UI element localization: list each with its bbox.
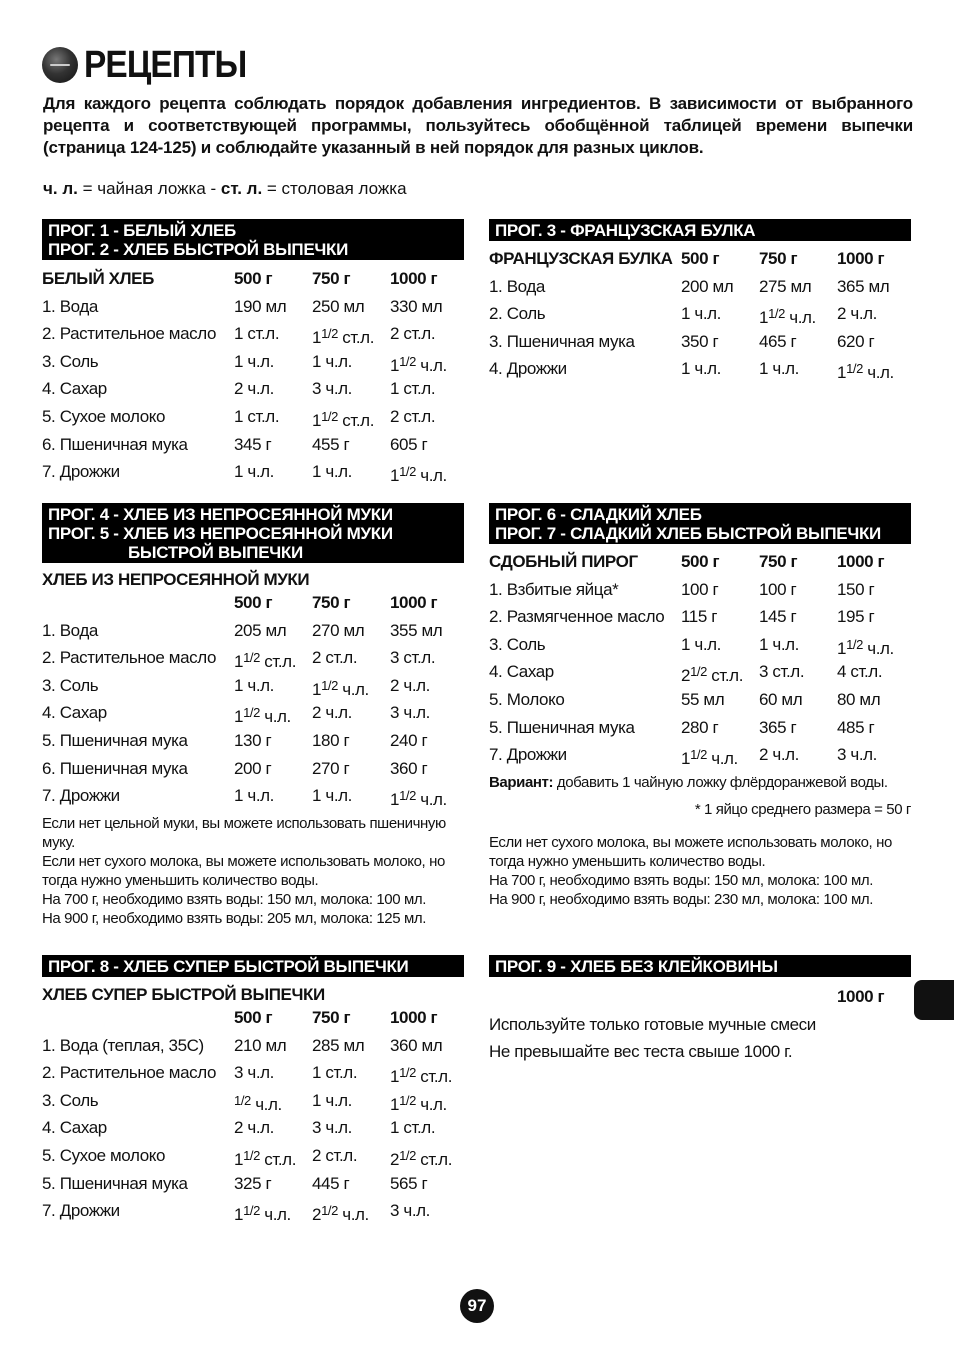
ingredient-amount: 1 ч.л. (234, 462, 275, 482)
ingredient-amount: 3 ч.л. (390, 703, 431, 723)
section-header-line: ПРОГ. 6 - СЛАДКИЙ ХЛЕБ (495, 505, 702, 524)
ingredient-amount: 1 ч.л. (234, 675, 275, 695)
ingredient-name: 7. Дрожжи (42, 1201, 120, 1221)
tsp-text: = чайная ложка - (77, 179, 221, 198)
section-header (489, 955, 911, 977)
ingredient-name: 5. Молоко (489, 689, 565, 709)
table-row (42, 458, 464, 486)
section-header-line: ПРОГ. 8 - ХЛЕБ СУПЕР БЫСТРОЙ ВЫПЕЧКИ (48, 957, 409, 976)
ingredient-amount: 285 мл (312, 1035, 365, 1055)
tsp-abbr: ч. л. (43, 179, 78, 198)
ingredient-amount: $1^{1/2}$ ст.л. (312, 326, 375, 348)
section-header-line: ПРОГ. 4 - ХЛЕБ ИЗ НЕПРОСЕЯННОЙ МУКИ (48, 505, 393, 524)
ingredient-amount: 100 г (759, 579, 797, 599)
ingredient-amount: 200 г (234, 758, 272, 778)
ingredient-name: 4. Сахар (42, 1118, 107, 1138)
ingredient-amount: 280 г (681, 717, 719, 737)
ingredient-amount: $^{1/2}$ ч.л. (234, 1092, 282, 1114)
intro-text: Для каждого рецепта соблюдать порядок добавления ингредиентов. В зависимости от выбранного рецепта и соответствующей программы, пользуйтесь обобщённой таблицей времени выпечки (страница 124-125) и соблюдайте указанный в ней порядок для разных циклов. (43, 94, 913, 157)
recipe-table (489, 548, 911, 769)
ingredient-amount: 365 г (759, 717, 797, 737)
ingredient-name: 2. Растительное масло (42, 648, 217, 668)
section-prog-8 (42, 955, 464, 1225)
ingredient-amount: 2 ч.л. (837, 304, 878, 324)
ingredient-amount: 240 г (390, 730, 428, 750)
ingredient-amount: 1 ч.л. (234, 786, 275, 806)
section-prog-3 (489, 219, 911, 383)
chapter-tab (914, 980, 954, 1020)
ingredient-amount: 485 г (837, 717, 875, 737)
table-row (42, 1032, 464, 1060)
ingredient-amount: 275 мл (759, 276, 812, 296)
note: На 900 г, необходимо взять воды: 205 мл, молока: 125 мл. (42, 909, 426, 927)
ingredient-amount: 1 ст.л. (390, 379, 436, 399)
table-row (42, 293, 464, 321)
ingredient-amount: 330 мл (390, 296, 443, 316)
col-header: 500 г (234, 269, 273, 288)
col-header: 1000 г (837, 249, 885, 268)
table-row (42, 699, 464, 727)
section-header-line: ПРОГ. 1 - БЕЛЫЙ ХЛЕБ (48, 221, 236, 240)
note: На 700 г, необходимо взять воды: 150 мл, молока: 100 мл. (489, 871, 873, 889)
variant-text: добавить 1 чайную ложку флёрдоранжевой воды. (553, 773, 888, 791)
fraction: 1/2 (243, 705, 260, 721)
ingredient-amount: 3 ч.л. (312, 1118, 353, 1138)
ingredient-amount: 145 г (759, 607, 797, 627)
variant-note (489, 773, 911, 792)
ingredient-name: 7. Дрожжи (42, 786, 120, 806)
ingredient-amount: 2 ч.л. (312, 703, 353, 723)
ingredient-amount: 250 мл (312, 296, 365, 316)
ingredient-amount: 360 мл (390, 1035, 443, 1055)
table-subtitle: ХЛЕБ СУПЕР БЫСТРОЙ ВЫПЕЧКИ (42, 985, 325, 1004)
section-header-line: ПРОГ. 3 - ФРАНЦУЗСКАЯ БУЛКА (495, 221, 756, 240)
ingredient-amount: 1 ст.л. (390, 1118, 436, 1138)
ingredient-amount: 1 ч.л. (681, 634, 722, 654)
fraction: 1/2 (399, 1147, 416, 1163)
fraction: 1/2 (846, 636, 863, 652)
ingredient-amount: 190 мл (234, 296, 287, 316)
ingredient-amount: $1^{1/2}$ ч.л. (312, 677, 369, 699)
ingredient-amount: 365 мл (837, 276, 890, 296)
ingredient-name: 7. Дрожжи (489, 745, 567, 765)
table-row (489, 631, 911, 659)
ingredient-amount: 1 ч.л. (759, 634, 800, 654)
table-row (489, 1038, 911, 1066)
ingredient-amount: 1 ч.л. (312, 1090, 353, 1110)
fraction: 1/2 (690, 747, 707, 763)
table-row (42, 375, 464, 403)
ingredient-amount: 3 ст.л. (759, 662, 805, 682)
fraction: 1/2 (321, 677, 338, 693)
table-row (489, 300, 911, 328)
section-header-line: БЫСТРОЙ ВЫПЕЧКИ (128, 543, 303, 562)
ingredient-amount: $1^{1/2}$ ч.л. (681, 747, 738, 769)
section-header (42, 503, 464, 563)
table-row (42, 672, 464, 700)
table-subtitle: ХЛЕБ ИЗ НЕПРОСЕЯННОЙ МУКИ (42, 570, 310, 589)
table-row (489, 576, 911, 604)
note: Если нет сухого молока, вы можете использовать молоко, но тогда нужно уменьшить количество воды. (489, 833, 892, 870)
table-name: ФРАНЦУЗСКАЯ БУЛКА (489, 249, 673, 268)
fraction: 1/2 (846, 361, 863, 377)
table-row (489, 686, 911, 714)
note: Если нет цельной муки, вы можете использовать пшеничную муку. (42, 814, 446, 851)
table-row (42, 644, 464, 672)
ingredient-amount: 1 ч.л. (681, 359, 722, 379)
ingredient-amount: 2 ч.л. (759, 745, 800, 765)
tbsp-abbr: ст. л. (220, 179, 263, 198)
ingredient-amount: $1^{1/2}$ ст.л. (312, 408, 375, 430)
ingredient-name: 3. Соль (42, 675, 99, 695)
col-header: 1000 г (390, 593, 438, 612)
table-header-row (42, 265, 464, 293)
ingredient-amount: 565 г (390, 1173, 428, 1193)
ingredient-name: 2. Соль (489, 304, 546, 324)
ingredient-amount: 345 г (234, 434, 272, 454)
section-header (42, 219, 464, 260)
table-row (489, 273, 911, 301)
fraction: 1/2 (234, 1092, 251, 1108)
table-row (489, 328, 911, 356)
ingredient-amount: 2 ст.л. (312, 1145, 358, 1165)
ingredient-amount: 270 мл (312, 620, 365, 640)
col-header: 1000 г (837, 552, 885, 571)
ingredient-amount: 1 ч.л. (312, 462, 353, 482)
text-line: Не превышайте вес теста свыше 1000 г. (489, 1042, 793, 1062)
section-header-line: ПРОГ. 9 - ХЛЕБ БЕЗ КЛЕЙКОВИНЫ (495, 957, 778, 976)
ingredient-amount: $1^{1/2}$ ч.л. (390, 464, 447, 486)
ingredient-amount: 2 ч.л. (234, 1118, 275, 1138)
ingredient-amount: 150 г (837, 579, 875, 599)
ingredient-amount: 270 г (312, 758, 350, 778)
col-header: 1000 г (837, 987, 885, 1006)
ingredient-amount: 1 ч.л. (681, 304, 722, 324)
ingredient-name: 3. Соль (42, 351, 99, 371)
ingredient-amount: 60 мл (759, 689, 803, 709)
fraction: 1/2 (399, 1092, 416, 1108)
ingredient-name: 5. Пшеничная мука (489, 717, 635, 737)
ingredient-name: 1. Вода (42, 296, 98, 316)
ingredient-name: 5. Сухое молоко (42, 1145, 166, 1165)
col-header: 1000 г (390, 269, 438, 288)
ingredient-amount: $2^{1/2}$ ст.л. (390, 1147, 453, 1169)
ingredient-name: 1. Вода (теплая, 35С) (42, 1035, 204, 1055)
ingredient-amount: 100 г (681, 579, 719, 599)
ingredient-amount: $1^{1/2}$ ст.л. (234, 650, 297, 672)
ingredient-amount: 3 ч.л. (234, 1063, 275, 1083)
ingredient-name: 7. Дрожжи (42, 462, 120, 482)
page-title: РЕЦЕПТЫ (84, 43, 247, 86)
table-row (42, 1170, 464, 1198)
note: На 900 г, необходимо взять воды: 230 мл, молока: 100 мл. (489, 890, 873, 908)
ingredient-amount: 2 ч.л. (390, 675, 431, 695)
ingredient-amount: $1^{1/2}$ ч.л. (837, 361, 894, 383)
table-row (42, 727, 464, 755)
ingredient-amount: 2 ч.л. (234, 379, 275, 399)
table-row (489, 741, 911, 769)
ingredient-amount: 1 ч.л. (234, 351, 275, 371)
section-header-line: ПРОГ. 5 - ХЛЕБ ИЗ НЕПРОСЕЯННОЙ МУКИ (48, 524, 393, 543)
ingredient-amount: 1 ч.л. (759, 359, 800, 379)
ingredient-name: 3. Соль (42, 1090, 99, 1110)
recipe-table (42, 265, 464, 486)
table-header-row (42, 589, 464, 617)
ingredient-name: 5. Пшеничная мука (42, 730, 188, 750)
table-row (42, 1197, 464, 1225)
fraction: 1/2 (399, 788, 416, 804)
section-header-line: ПРОГ. 2 - ХЛЕБ БЫСТРОЙ ВЫПЕЧКИ (48, 240, 349, 259)
ingredient-amount: $2^{1/2}$ ст.л. (681, 664, 744, 686)
ingredient-amount: $1^{1/2}$ ч.л. (390, 1092, 447, 1114)
table-row (489, 658, 911, 686)
table-header-row (489, 548, 911, 576)
text-line: Используйте только готовые мучные смеси (489, 1014, 816, 1034)
ingredient-amount: 180 г (312, 730, 350, 750)
ingredient-amount: 205 мл (234, 620, 287, 640)
fraction: 1/2 (399, 353, 416, 369)
table-row (489, 714, 911, 742)
fraction: 1/2 (243, 650, 260, 666)
table-row (42, 431, 464, 459)
fraction: 1/2 (399, 1065, 416, 1081)
ingredient-amount: 465 г (759, 331, 797, 351)
col-header: 500 г (681, 249, 720, 268)
table-row (42, 348, 464, 376)
table-header-row (42, 1004, 464, 1032)
fraction: 1/2 (243, 1203, 260, 1219)
col-header: 750 г (759, 552, 798, 571)
ingredient-amount: 115 г (681, 607, 718, 627)
ingredient-amount: $1^{1/2}$ ч.л. (837, 636, 894, 658)
ingredient-name: 5. Сухое молоко (42, 406, 166, 426)
ingredient-amount: $1^{1/2}$ ч.л. (390, 353, 447, 375)
section-prog-6-7 (489, 503, 911, 909)
col-header: 500 г (234, 1008, 273, 1027)
col-header: 750 г (759, 249, 798, 268)
fraction: 1/2 (768, 306, 785, 322)
ingredient-name: 2. Растительное масло (42, 1063, 217, 1083)
col-header: 500 г (681, 552, 720, 571)
section-header (489, 503, 911, 544)
ingredient-name: 6. Пшеничная мука (42, 758, 188, 778)
table-row (42, 1142, 464, 1170)
section-prog-4-5 (42, 503, 464, 928)
col-header: 1000 г (390, 1008, 438, 1027)
fraction: 1/2 (321, 408, 338, 424)
ingredient-name: 3. Соль (489, 634, 546, 654)
ingredient-amount: 4 ст.л. (837, 662, 883, 682)
ingredient-amount: $2^{1/2}$ ч.л. (312, 1203, 369, 1225)
ingredient-amount: 3 ч.л. (312, 379, 353, 399)
note: Если нет сухого молока, вы можете использовать молоко, но тогда нужно уменьшить количество воды. (42, 852, 445, 889)
ingredient-amount: $1^{1/2}$ ч.л. (234, 1203, 291, 1225)
ingredient-amount: 1 ст.л. (234, 406, 280, 426)
table-name: БЕЛЫЙ ХЛЕБ (42, 269, 154, 288)
ingredient-amount: 1 ч.л. (312, 786, 353, 806)
ingredient-amount: 210 мл (234, 1035, 287, 1055)
egg-note: * 1 яйцо среднего размера = 50 г (694, 800, 911, 818)
table-row (42, 617, 464, 645)
ingredient-name: 4. Сахар (489, 662, 554, 682)
ingredient-name: 1. Вода (489, 276, 545, 296)
ingredient-name: 1. Вода (42, 620, 98, 640)
ingredient-amount: 80 мл (837, 689, 881, 709)
col-header: 750 г (312, 269, 351, 288)
table-row (42, 755, 464, 783)
fraction: 1/2 (690, 664, 707, 680)
recipe-table (42, 589, 464, 810)
table-row (42, 1087, 464, 1115)
fraction: 1/2 (321, 326, 338, 342)
ingredient-amount: $1^{1/2}$ ч.л. (390, 788, 447, 810)
table-row (489, 1011, 911, 1039)
section-prog-9 (489, 955, 911, 1066)
ingredient-amount: 2 ст.л. (390, 406, 436, 426)
ingredient-name: 2. Размягченное масло (489, 607, 665, 627)
ingredient-amount: 3 ст.л. (390, 648, 436, 668)
ingredient-amount: 2 ст.л. (390, 324, 436, 344)
col-header: 750 г (312, 593, 351, 612)
tbsp-text: = столовая ложка (262, 179, 407, 198)
fraction: 1/2 (399, 464, 416, 480)
table-header-row (489, 983, 911, 1011)
section-header (489, 219, 911, 241)
ingredient-amount: 2 ст.л. (312, 648, 358, 668)
page-header (42, 42, 269, 88)
table-row (42, 1059, 464, 1087)
ingredient-name: 4. Сахар (42, 703, 107, 723)
ingredient-amount: 1 ч.л. (312, 351, 353, 371)
ingredient-name: 3. Пшеничная мука (489, 331, 635, 351)
note: На 700 г, необходимо взять воды: 150 мл, молока: 100 мл. (42, 890, 426, 908)
fraction: 1/2 (321, 1203, 338, 1219)
table-row (42, 1114, 464, 1142)
col-header: 750 г (312, 1008, 351, 1027)
table-row (42, 403, 464, 431)
section-header-line: ПРОГ. 7 - СЛАДКИЙ ХЛЕБ БЫСТРОЙ ВЫПЕЧКИ (495, 524, 881, 543)
ingredient-amount: 130 г (234, 730, 272, 750)
ingredient-amount: 325 г (234, 1173, 272, 1193)
ingredient-name: 4. Дрожжи (489, 359, 567, 379)
recipe-bullet-icon (42, 47, 78, 83)
ingredient-amount: $1^{1/2}$ ч.л. (759, 306, 816, 328)
table-row (42, 782, 464, 810)
ingredient-amount: 200 мл (681, 276, 734, 296)
ingredient-amount: 605 г (390, 434, 428, 454)
ingredient-amount: 55 мл (681, 689, 725, 709)
section-prog-1-2 (42, 219, 464, 486)
ingredient-name: 2. Растительное масло (42, 324, 217, 344)
table-name: СДОБНЫЙ ПИРОГ (489, 552, 638, 571)
ingredient-amount: 3 ч.л. (390, 1201, 431, 1221)
recipe-table (489, 983, 911, 1066)
section-header (42, 955, 464, 977)
ingredient-amount: 1 ст.л. (234, 324, 280, 344)
ingredient-amount: $1^{1/2}$ ст.л. (390, 1065, 453, 1087)
ingredient-amount: $1^{1/2}$ ч.л. (234, 705, 291, 727)
ingredient-amount: 1 ст.л. (312, 1063, 358, 1083)
ingredient-name: 6. Пшеничная мука (42, 434, 188, 454)
ingredient-name: 1. Взбитые яйца* (489, 579, 619, 599)
ingredient-amount: $1^{1/2}$ ст.л. (234, 1147, 297, 1169)
col-header: 500 г (234, 593, 273, 612)
ingredient-amount: 350 г (681, 331, 719, 351)
page-number: 97 (460, 1289, 494, 1323)
ingredient-amount: 3 ч.л. (837, 745, 878, 765)
recipe-table (489, 245, 911, 383)
variant-label: Вариант: (489, 773, 554, 791)
table-row (42, 320, 464, 348)
table-header-row (489, 245, 911, 273)
table-row (489, 603, 911, 631)
fraction: 1/2 (243, 1147, 260, 1163)
recipe-table (42, 1004, 464, 1225)
ingredient-name: 4. Сахар (42, 379, 107, 399)
ingredient-name: 5. Пшеничная мука (42, 1173, 188, 1193)
abbreviation-legend (43, 179, 407, 199)
ingredient-amount: 355 мл (390, 620, 443, 640)
ingredient-amount: 360 г (390, 758, 428, 778)
ingredient-amount: 620 г (837, 331, 875, 351)
ingredient-amount: 195 г (837, 607, 875, 627)
table-row (489, 355, 911, 383)
ingredient-amount: 445 г (312, 1173, 350, 1193)
ingredient-amount: 455 г (312, 434, 350, 454)
